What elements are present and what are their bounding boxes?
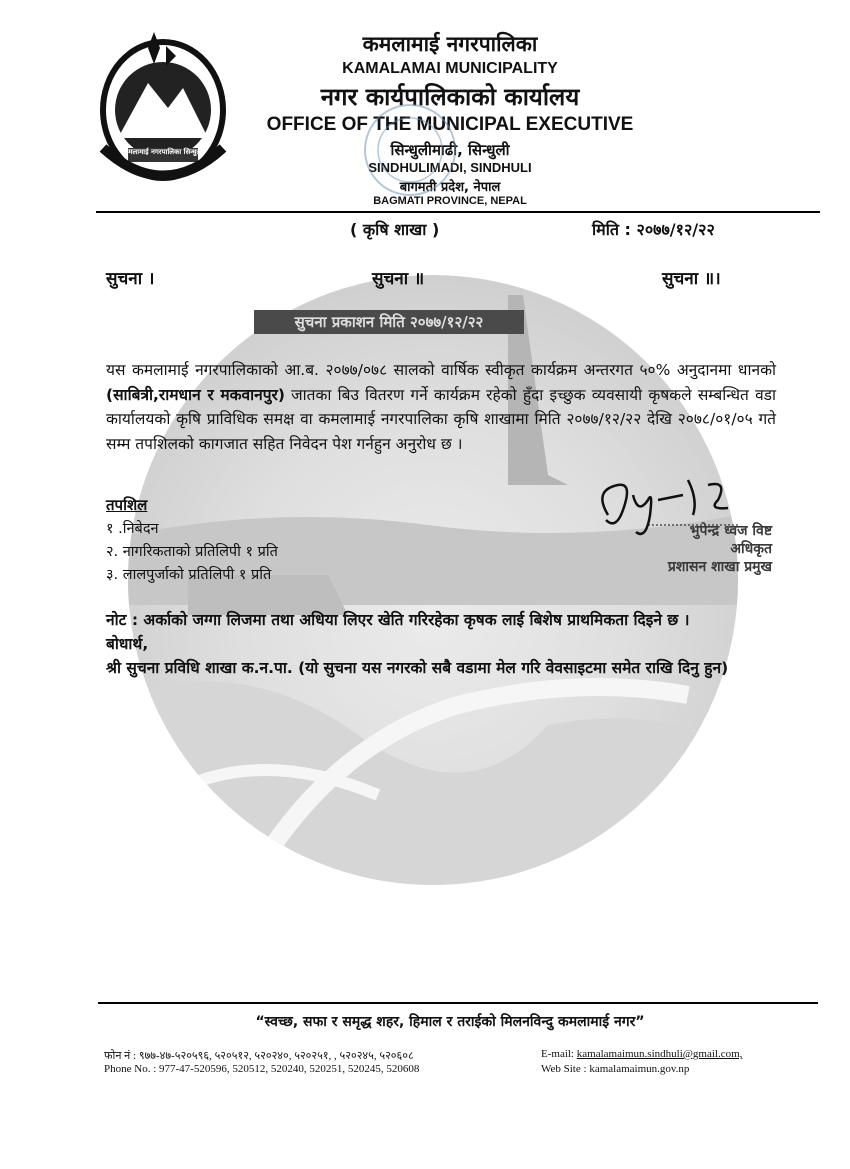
body-part-1: यस कमलामाई नगरपालिकाको आ.ब. २०७७/०७८ सालको वार्षिक स्वीकृत कार्यक्रम अन्तरगत ५०% अनुदानमा धानको xyxy=(106,361,776,379)
stamp-title: अधिकृत xyxy=(730,541,772,557)
seed-varieties: (साबित्री,रामधान र मकवानपुर) xyxy=(106,385,285,404)
phone-en xyxy=(104,1063,419,1075)
schedule-heading: तपशिल xyxy=(106,496,148,514)
publication-date-bar: सुचना प्रकाशन मिति २०७७/१२/२२ xyxy=(254,310,524,334)
schedule-item: २. नागरिकताको प्रतिलिपी १ प्रति xyxy=(106,544,278,560)
stamp-name: भुपेन्द्र ध्वज विष्ट xyxy=(689,523,772,539)
schedule-item: ३. लालपुर्जाको प्रतिलिपी १ प्रति xyxy=(106,567,272,583)
department-label: ( कृषि शाखा ) xyxy=(350,220,440,239)
notice-heading-right: सुचना ॥। xyxy=(662,269,721,289)
province-en: BAGMATI PROVINCE, NEPAL xyxy=(373,195,527,207)
phone-np: फोन नं : ९७७-४७-५२०५९६, ५२०५१२, ५२०२४०, ५२०२५१, , ५२०२४५, ५२०६०८ xyxy=(104,1050,414,1062)
email-line xyxy=(541,1048,742,1060)
body-part-2: जातका बिउ वितरण गर्ने कार्यक्रम रहेको हुँदा इच्छुक व्यवसायी कृषकले सम्बन्धित वडा कार्यालयको कृषि प्राविधिक समक्ष वा कमलामाई नगरपालिका कृषि शाखामा मिति २०७७/१२/२२ देखि २०७८/०१/०५ गते सम्म तपशिलको कागजात सहित निवेदन पेश गर्नहुन अनुरोध छ । xyxy=(106,385,776,453)
footer-divider xyxy=(98,1002,818,1004)
note-text: नोट : अर्काको जग्गा लिजमा तथा अधिया लिएर खेति गरिरहेका कृषक लाई बिशेष प्राथमिकता दिइने छ । xyxy=(106,611,690,629)
phone-en-numbers: : 977-47-520596, 520512, 520240, 520251, 520245, 520608 xyxy=(150,1063,420,1075)
province-np: बागमती प्रदेश, नेपाल xyxy=(399,180,501,195)
email-label: E-mail: xyxy=(541,1048,577,1060)
office-seal-icon xyxy=(345,95,475,205)
website-line xyxy=(541,1063,689,1075)
stamp-section: प्रशासन शाखा प्रमुख xyxy=(667,559,772,575)
official-stamp xyxy=(612,522,772,576)
notice-heading-center: सुचना ॥ xyxy=(372,269,425,289)
notice-heading-left: सुचना । xyxy=(106,269,155,289)
emblem-text: कमलामाई नगरपालिका सिन्धुली xyxy=(122,148,203,156)
office-name-np: नगर कार्यपालिकाको कार्यालय xyxy=(320,83,580,111)
nepal-emblem-icon xyxy=(88,28,238,188)
cc-text: श्री सुचना प्रविधि शाखा क.न.पा. (यो सुचना यस नगरको सबै वडामा मेल गरि वेवसाइटमा समेत राखि दिनु हुन) xyxy=(106,659,729,677)
phone-en-label: Phone No. xyxy=(104,1063,151,1075)
municipality-name-np: कमलामाई नगरपालिका xyxy=(362,32,538,56)
schedule-item: १ .निबेदन xyxy=(106,521,159,537)
footer-slogan: “स्वच्छ, सफा र समृद्ध शहर, हिमाल र तराईको मिलनविन्दु कमलामाई नगर” xyxy=(255,1014,645,1030)
document-date: मिति : २०७७/१२/२२ xyxy=(592,220,715,239)
header-divider xyxy=(96,211,820,213)
website-link[interactable]: kamalamaimun.gov.np xyxy=(589,1063,690,1075)
office-name-en: OFFICE OF THE MUNICIPAL EXECUTIVE xyxy=(266,114,634,135)
notice-body xyxy=(106,358,776,456)
email-link[interactable]: kamalamaimun.sindhuli@gmail.com, xyxy=(576,1048,743,1060)
place-np: सिन्धुलीमाढी, सिन्धुली xyxy=(390,141,510,159)
place-en: SINDHULIMADI, SINDHULI xyxy=(368,160,532,175)
bodhartha-label: बोधार्थ, xyxy=(106,635,149,653)
web-label: Web Site : xyxy=(541,1063,590,1075)
municipality-name-en: KAMALAMAI MUNICIPALITY xyxy=(342,60,558,77)
